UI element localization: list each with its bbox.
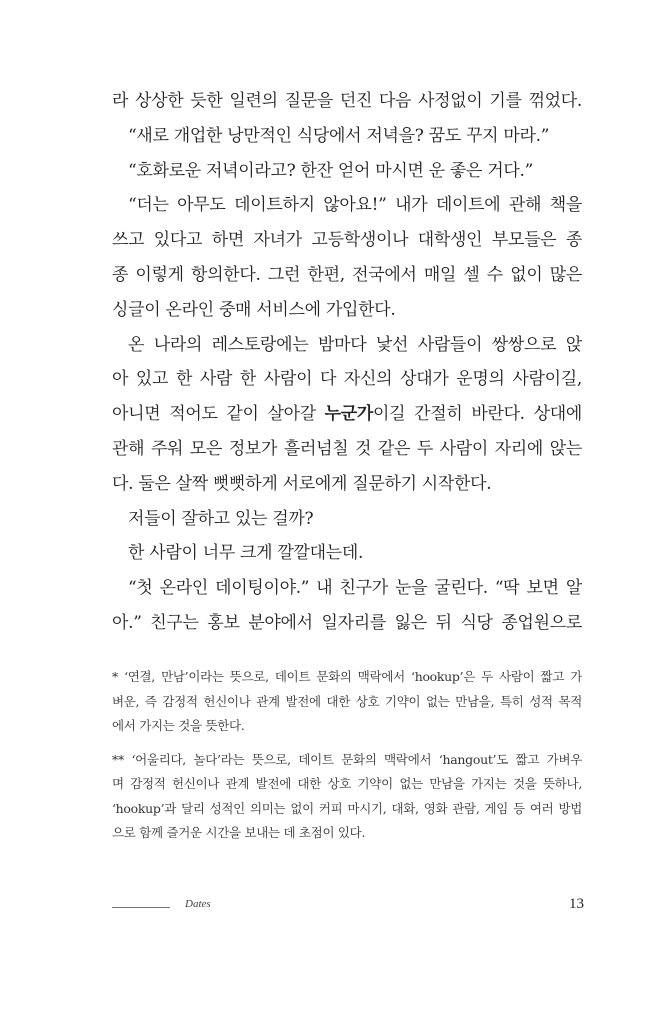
footnote-line: 으로 함께 즐거운 시간을 보내는 데 초점이 있다. xyxy=(112,825,366,840)
text-segment: “더는 아무도 데이트하지 않아요!” 내가 데이트에 관해 책을 xyxy=(128,195,582,216)
text-line xyxy=(112,362,582,397)
text-segment: 다. 둘은 살짝 뻣뻣하게 서로에게 질문하기 시작한다. xyxy=(112,473,492,494)
text-segment: 싱글이 온라인 중매 서비스에 가입한다. xyxy=(112,299,396,320)
text-segment: 한 사람이 너무 크게 깔깔대는데. xyxy=(128,543,364,564)
text-line xyxy=(112,432,582,467)
text-segment: 이길 간절히 바란다. 상대에 xyxy=(373,404,582,425)
text-line xyxy=(112,606,582,641)
page-number: 13 xyxy=(569,896,584,912)
text-line xyxy=(112,467,582,502)
text-line xyxy=(112,154,582,189)
text-line xyxy=(112,571,582,606)
running-title: Dates xyxy=(185,898,211,910)
text-segment: 온 나라의 레스토랑에는 밤마다 낯선 사람들이 쌍쌍으로 앉 xyxy=(128,334,582,355)
text-line xyxy=(112,328,582,363)
footer-rule xyxy=(112,907,170,908)
text-segment: 쓰고 있다고 하면 자녀가 고등학생이나 대학생인 부모들은 종 xyxy=(112,230,582,251)
text-segment: 아니면 적어도 같이 살아갈 xyxy=(112,404,325,425)
footnote-line: * ‘연결, 만남’이라는 뜻으로, 데이트 문화의 맥락에서 ‘hookup’은 두 사람이 짧고 가 xyxy=(112,669,582,684)
footnote xyxy=(112,748,582,846)
body-text xyxy=(112,84,582,641)
footnote-line: 벼운, 즉 감정적 헌신이나 관계 발전에 대한 상호 기약이 없는 만남을, 특히 성적 목적 xyxy=(112,693,582,709)
text-line xyxy=(112,84,582,119)
page-footer xyxy=(112,896,584,918)
footnote-line: 에서 가지는 것을 뜻한다. xyxy=(112,718,245,733)
footnote xyxy=(112,665,582,739)
footnotes xyxy=(112,665,582,855)
text-segment: 아.” 친구는 홍보 분야에서 일자리를 잃은 뒤 식당 종업원으로 xyxy=(112,612,582,633)
text-line xyxy=(112,502,582,537)
text-segment: “첫 온라인 데이팅이야.” 내 친구가 눈을 굴린다. “딱 보면 알 xyxy=(128,578,582,599)
bold-emphasis: 누군가 xyxy=(324,404,374,425)
text-segment: “호화로운 저녁이라고? 한잔 얻어 마시면 운 좋은 거다.” xyxy=(128,160,533,181)
footnote-line: ** ‘어울리다, 놀다’라는 뜻으로, 데이트 문화의 맥락에서 ‘hangout’도 짧고 가벼우 xyxy=(112,751,582,767)
text-segment: 관해 주워 모은 정보가 흘러넘칠 것 같은 두 사람이 자리에 앉는 xyxy=(112,438,582,459)
text-line xyxy=(112,258,582,293)
footnote-line: 며 감정적 헌신이나 관계 발전에 대한 상호 기약이 없는 만남을 가지는 것을 뜻하나, xyxy=(112,776,582,791)
text-segment: 종 이렇게 항의한다. 그런 한편, 전국에서 매일 셀 수 없이 많은 xyxy=(112,264,582,285)
text-line xyxy=(112,293,582,328)
text-segment: 라 상상한 듯한 일련의 질문을 던진 다음 사정없이 기를 꺾었다. xyxy=(112,91,582,111)
text-segment: “새로 개업한 낭만적인 식당에서 저녁을? 꿈도 꾸지 마라.” xyxy=(128,125,550,146)
text-line xyxy=(112,223,582,258)
text-segment: 저들이 잘하고 있는 걸까? xyxy=(128,508,314,529)
text-segment: 아 있고 한 사람 한 사람이 다 자신의 상대가 운명의 사람이길, xyxy=(112,369,582,390)
text-line xyxy=(112,188,582,223)
text-line xyxy=(112,119,582,154)
text-line xyxy=(112,536,582,571)
footnote-line: ‘hookup’과 달리 성적인 의미는 없이 커피 마시기, 대화, 영화 관람, 게임 등 여러 방법 xyxy=(112,800,582,816)
text-line xyxy=(112,397,582,432)
